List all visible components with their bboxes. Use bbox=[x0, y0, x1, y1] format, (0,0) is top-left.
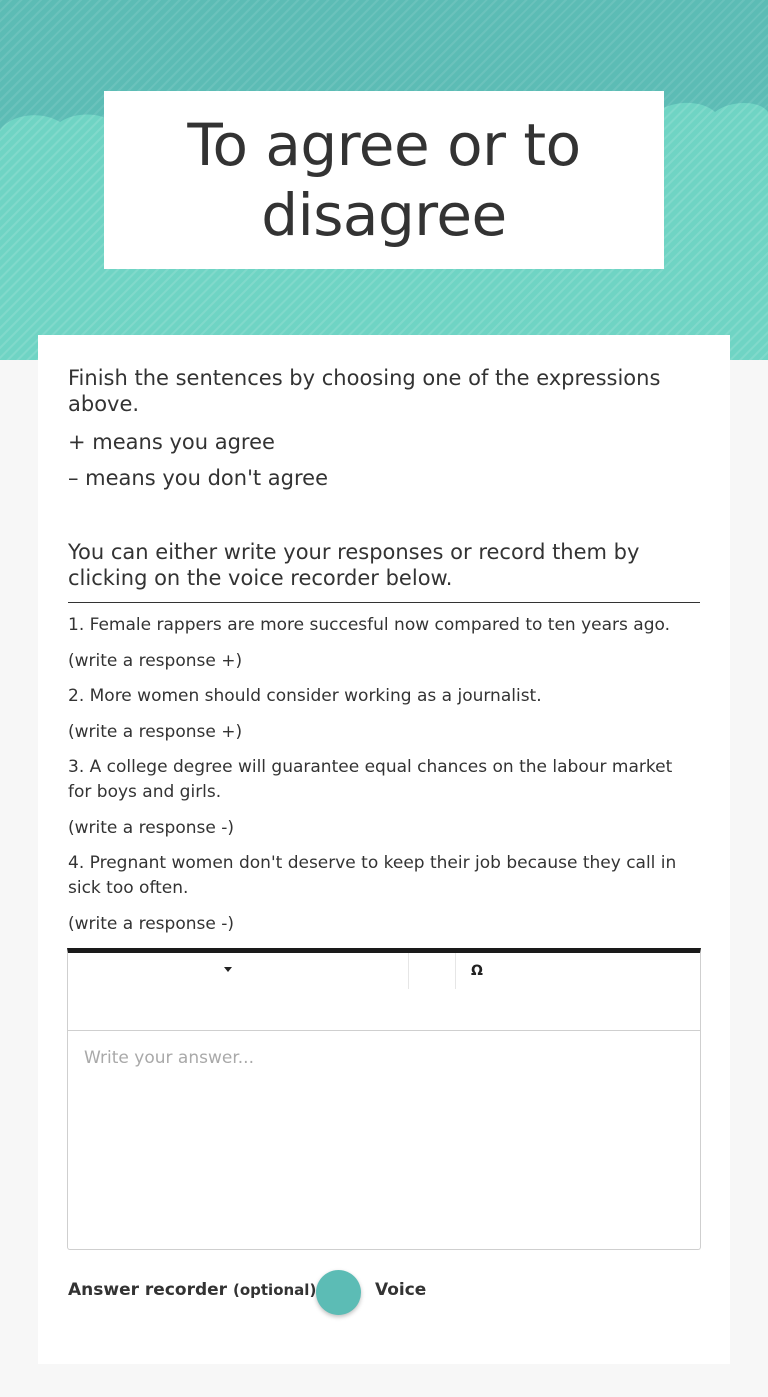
plus-meaning: + means you agree bbox=[68, 430, 275, 454]
title-card bbox=[104, 91, 664, 269]
response-hint-3: (write a response -) bbox=[68, 818, 234, 838]
recorder-optional: (optional) bbox=[232, 1281, 317, 1299]
recorder-label bbox=[68, 1280, 329, 1300]
minus-meaning: – means you don't agree bbox=[68, 466, 328, 490]
voice-label: Voice bbox=[375, 1280, 427, 1300]
question-2: 2. More women should consider working as a journalist. bbox=[68, 686, 542, 706]
editor-toolbar bbox=[68, 953, 700, 1031]
answer-input[interactable] bbox=[68, 1031, 700, 1245]
page-title: To agree or to disagree bbox=[187, 111, 581, 249]
omega-icon: Ω bbox=[471, 963, 483, 979]
response-hint-2: (write a response +) bbox=[68, 722, 243, 742]
response-hint-1: (write a response +) bbox=[68, 651, 243, 671]
record-instructions: You can either write your responses or record them by clicking on the voice recorder below. bbox=[68, 539, 700, 603]
response-hint-4: (write a response -) bbox=[68, 914, 234, 934]
worksheet-content bbox=[68, 365, 700, 937]
answer-recorder bbox=[68, 1270, 700, 1314]
record-button[interactable] bbox=[316, 1270, 361, 1315]
recorder-label-text: Answer recorder bbox=[68, 1280, 228, 1300]
special-character-button[interactable] bbox=[464, 960, 490, 982]
question-4: 4. Pregnant women don't deserve to keep their job because they call in sick too often. bbox=[68, 853, 677, 898]
format-dropdown[interactable] bbox=[68, 953, 409, 989]
worksheet-card bbox=[38, 335, 730, 1364]
toolbar-divider bbox=[455, 953, 456, 989]
intro-text: Finish the sentences by choosing one of the expressions above. bbox=[68, 366, 661, 416]
question-3: 3. A college degree will guarantee equal chances on the labour market for boys and girls. bbox=[68, 757, 673, 802]
question-1: 1. Female rappers are more succesful now compared to ten years ago. bbox=[68, 615, 670, 635]
chevron-down-icon bbox=[224, 967, 232, 972]
answer-editor bbox=[67, 948, 701, 1250]
